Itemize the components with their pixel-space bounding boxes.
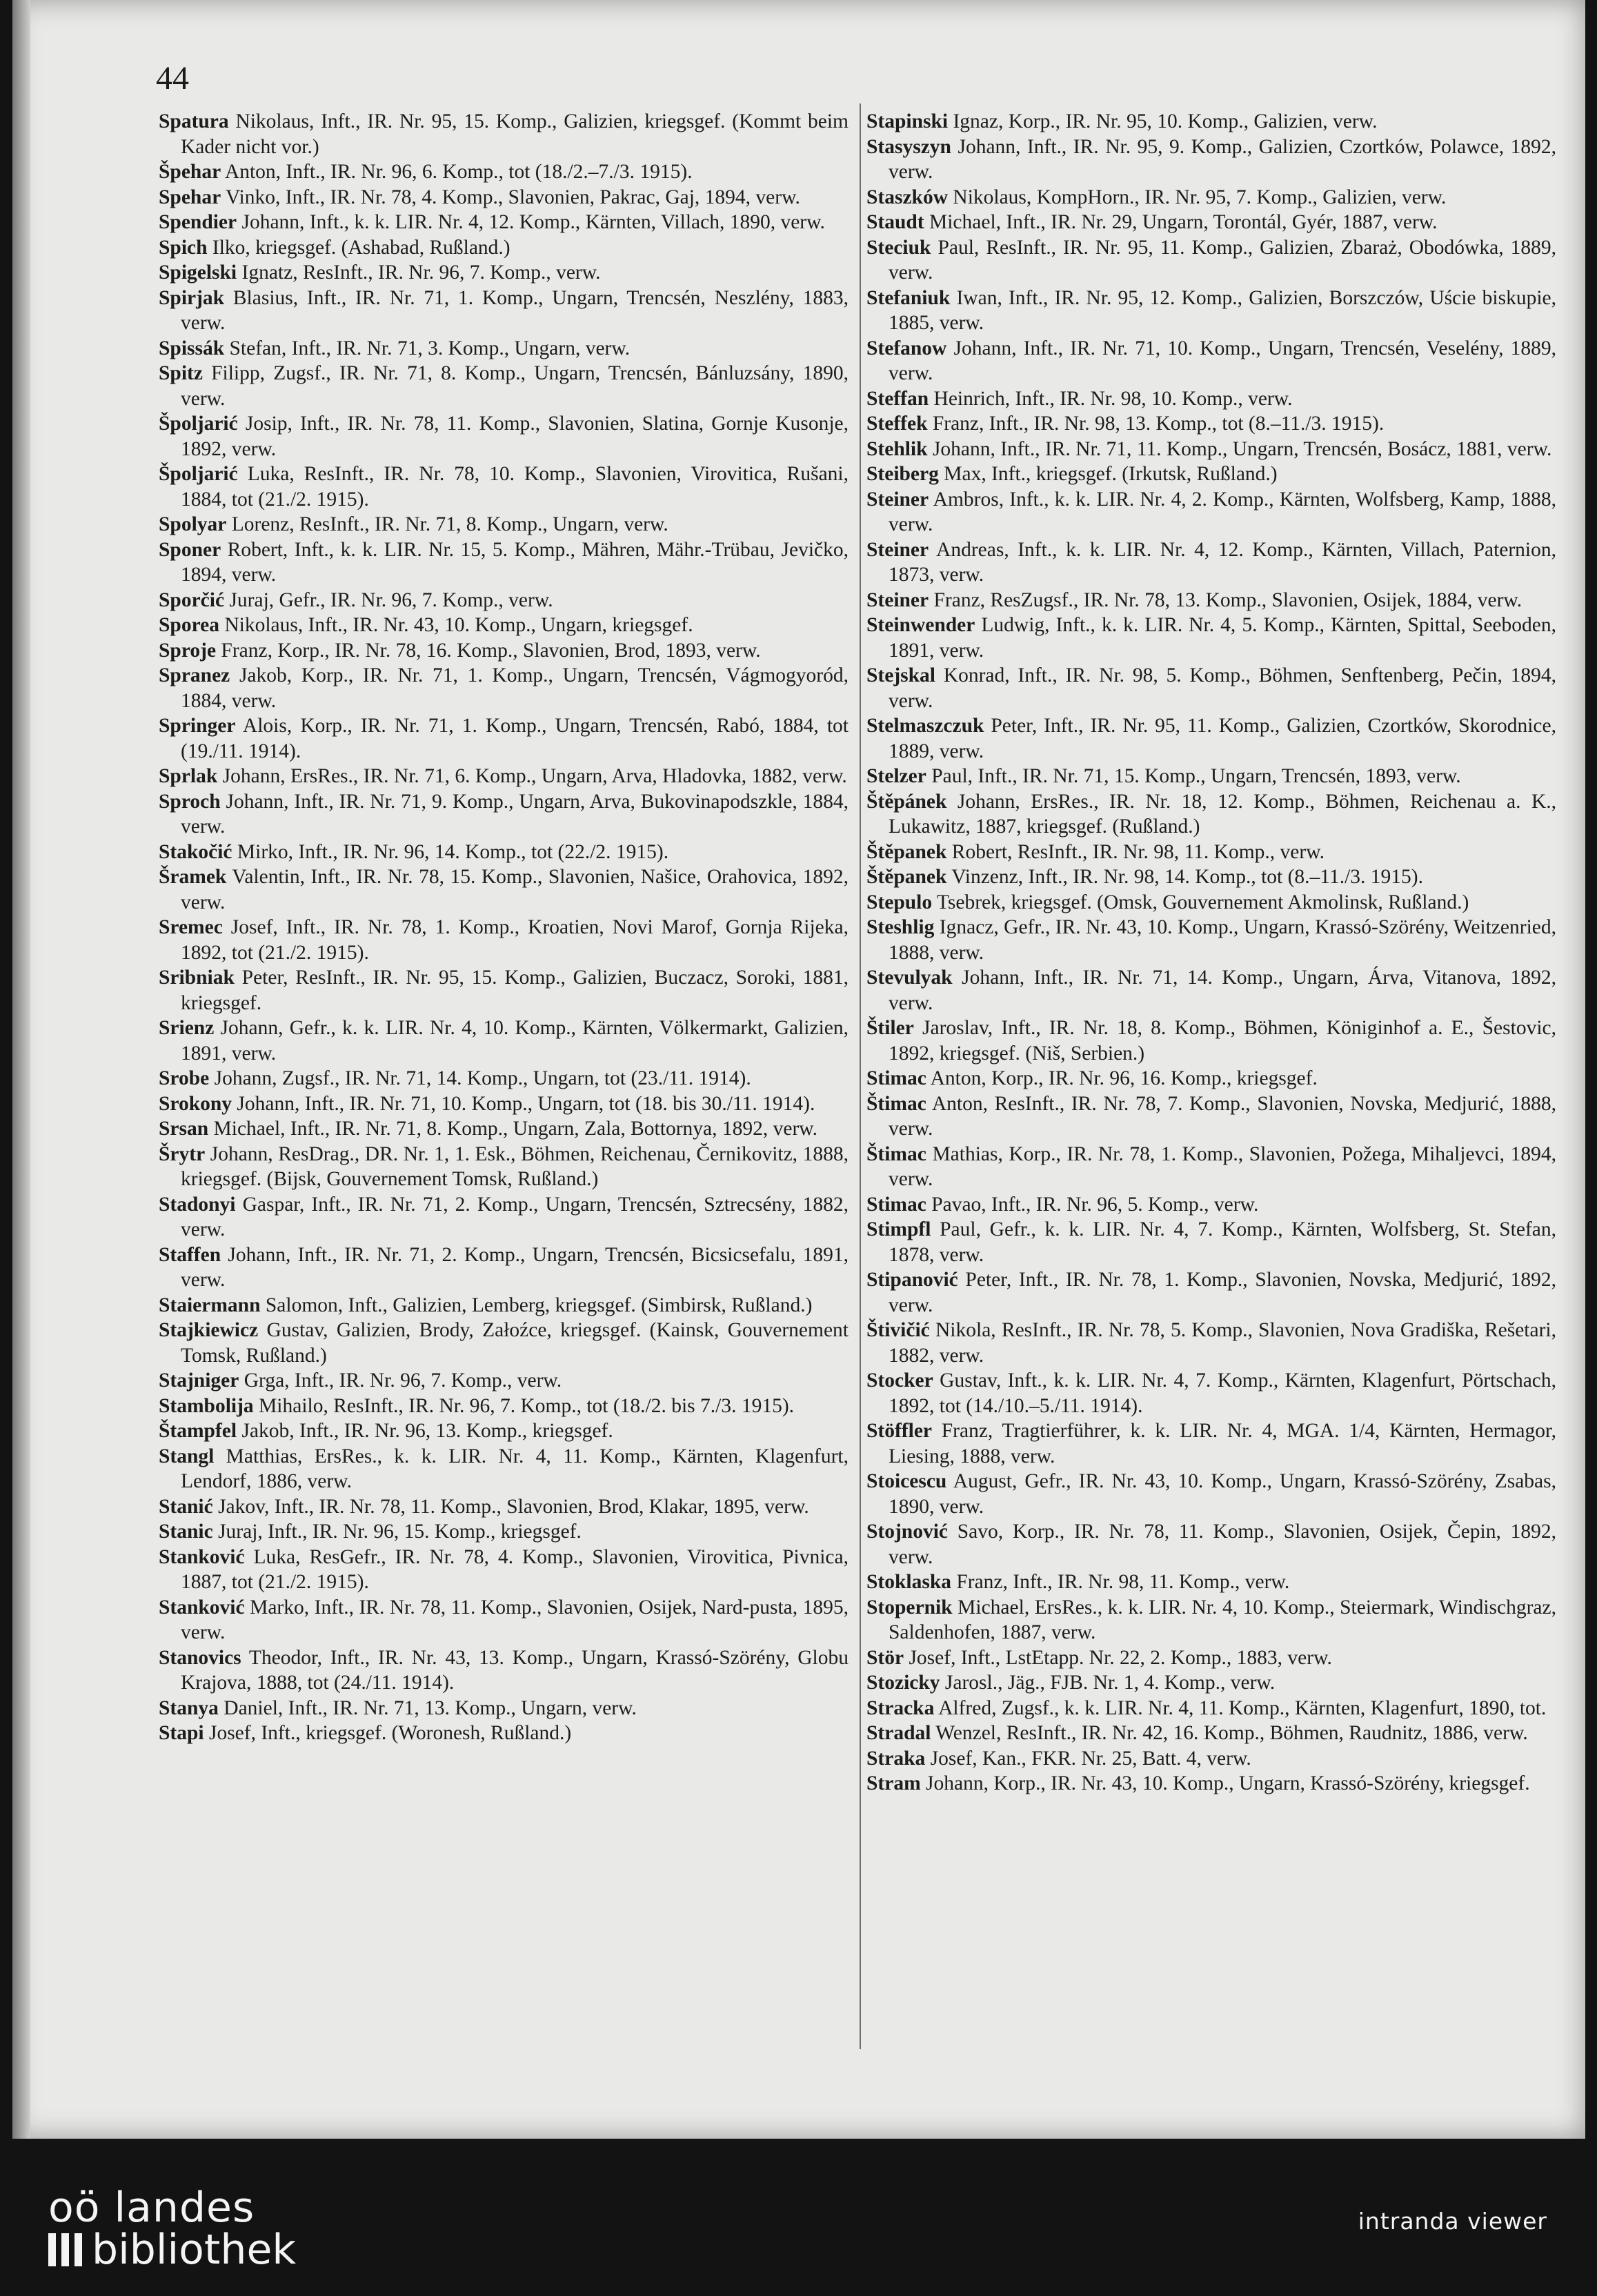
entry-surname: Štimac xyxy=(866,1142,926,1165)
entry-surname: Stajkiewicz xyxy=(159,1319,259,1341)
entry-details: Lorenz, ResInft., IR. Nr. 71, 8. Komp., Ungarn, verw. xyxy=(226,513,668,535)
entry-details: Jakob, Inft., IR. Nr. 96, 13. Komp., kriegsgef. xyxy=(237,1420,613,1442)
entry-details: Stefan, Inft., IR. Nr. 71, 3. Komp., Ungarn, verw. xyxy=(224,337,631,359)
register-entry xyxy=(159,361,849,411)
register-entry xyxy=(159,1091,849,1117)
entry-details: Iwan, Inft., IR. Nr. 95, 12. Komp., Galizien, Borszczów, Uście biskupie, 1885, verw. xyxy=(889,286,1556,334)
entry-details: Franz, Inft., IR. Nr. 98, 11. Komp., verw. xyxy=(951,1571,1290,1593)
register-entry xyxy=(159,713,849,764)
register-entry xyxy=(159,235,849,261)
entry-surname: Spirjak xyxy=(159,286,225,309)
entry-details: Vinko, Inft., IR. Nr. 78, 4. Komp., Slavonien, Pakrac, Gaj, 1894, verw. xyxy=(221,186,800,208)
entry-surname: Spich xyxy=(159,236,208,259)
entry-surname: Stozicky xyxy=(866,1672,940,1694)
register-entry xyxy=(866,462,1556,487)
entry-details: Robert, ResInft., IR. Nr. 98, 11. Komp., verw. xyxy=(946,840,1325,863)
register-entry xyxy=(159,1192,849,1243)
register-entry xyxy=(866,1746,1556,1772)
register-entry xyxy=(866,235,1556,286)
entry-details: Franz, Korp., IR. Nr. 78, 16. Komp., Slavonien, Brod, 1893, verw. xyxy=(216,639,761,662)
entry-surname: Srienz xyxy=(159,1017,215,1039)
entry-details: Paul, ResInft., IR. Nr. 95, 11. Komp., Galizien, Zbaraż, Obodówka, 1889, verw. xyxy=(889,236,1556,284)
register-entry xyxy=(866,1217,1556,1267)
entry-surname: Stapinski xyxy=(866,110,949,132)
entry-surname: Stopernik xyxy=(866,1596,953,1619)
entry-details: Matthias, ErsRes., k. k. LIR. Nr. 4, 11. Komp., Kärnten, Klagenfurt, Lendorf, 1886, verw. xyxy=(181,1445,849,1492)
register-entry xyxy=(866,1645,1556,1671)
entry-details: Josef, Inft., kriegsgef. (Woronesh, Rußland.) xyxy=(204,1722,572,1744)
entry-details: Gaspar, Inft., IR. Nr. 71, 2. Komp., Ungarn, Trencsén, Sztrecsény, 1882, verw. xyxy=(181,1193,849,1240)
entry-surname: Štěpánek xyxy=(866,790,947,813)
entry-details: Franz, ResZugsf., IR. Nr. 78, 13. Komp., Slavonien, Osijek, 1884, verw. xyxy=(929,588,1522,611)
entry-surname: Staiermann xyxy=(159,1294,261,1316)
entry-surname: Stapi xyxy=(159,1722,204,1744)
logo-line2-row xyxy=(48,2226,297,2274)
entry-surname: Štampfel xyxy=(159,1420,237,1442)
entry-surname: Spolyar xyxy=(159,513,227,535)
entry-surname: Stambolija xyxy=(159,1394,254,1417)
entry-details: Josef, Kan., FKR. Nr. 25, Batt. 4, verw. xyxy=(925,1747,1251,1770)
entry-surname: Stadonyi xyxy=(159,1193,236,1216)
entry-details: Johann, ResDrag., DR. Nr. 1, 1. Esk., Böhmen, Reichenau, Černikovitz, 1888, kriegsgef. (Bijsk, Gouvernement Tomsk, Rußland.) xyxy=(181,1142,849,1190)
entry-surname: Staffen xyxy=(159,1243,221,1266)
entry-details: Luka, ResInft., IR. Nr. 78, 10. Komp., Slavonien, Virovitica, Rušani, 1884, tot (21./2. 1915). xyxy=(181,463,849,511)
register-entry xyxy=(866,109,1556,135)
entry-details: Johann, Inft., IR. Nr. 71, 14. Komp., Ungarn, Árva, Vitanova, 1892, verw. xyxy=(889,967,1556,1014)
entry-details: Juraj, Gefr., IR. Nr. 96, 7. Komp., verw. xyxy=(224,588,553,611)
entry-surname: Stakočić xyxy=(159,840,232,863)
entry-surname: Srsan xyxy=(159,1118,209,1140)
viewer-brand-label: intranda viewer xyxy=(1358,2208,1547,2235)
entry-surname: Steiberg xyxy=(866,463,939,485)
entry-surname: Sporčić xyxy=(159,588,225,611)
entry-surname: Šrytr xyxy=(159,1142,206,1165)
register-entry xyxy=(159,512,849,537)
register-entry xyxy=(159,1595,849,1645)
register-entry xyxy=(159,109,849,159)
register-entry xyxy=(866,713,1556,764)
scanned-page xyxy=(12,0,1585,2139)
register-entry xyxy=(866,1771,1556,1797)
entry-details: Alfred, Zugsf., k. k. LIR. Nr. 4, 11. Komp., Kärnten, Klagenfurt, 1890, tot. xyxy=(934,1696,1547,1719)
entry-surname: Steffan xyxy=(866,387,929,410)
register-entry xyxy=(159,1368,849,1394)
register-entry xyxy=(159,1444,849,1494)
entry-details: Anton, Inft., IR. Nr. 96, 6. Komp., tot (18./2.–7./3. 1915). xyxy=(221,161,693,183)
entry-surname: Stejskal xyxy=(866,664,935,686)
entry-details: Michael, Inft., IR. Nr. 29, Ungarn, Torontál, Gyér, 1887, verw. xyxy=(924,211,1438,233)
entry-details: Josip, Inft., IR. Nr. 78, 11. Komp., Slavonien, Slatina, Gornje Kusonje, 1892, verw. xyxy=(181,413,849,460)
entry-surname: Stradal xyxy=(866,1722,931,1744)
entry-surname: Springer xyxy=(159,715,236,737)
entry-surname: Stimac xyxy=(866,1193,926,1216)
register-entry xyxy=(866,185,1556,210)
register-entry xyxy=(866,915,1556,965)
entry-surname: Štěpanek xyxy=(866,866,947,888)
entry-details: Franz, Inft., IR. Nr. 98, 13. Komp., tot (8.–11./3. 1915). xyxy=(927,413,1385,435)
register-entry xyxy=(159,210,849,235)
entry-details: Michael, ErsRes., k. k. LIR. Nr. 4, 10. Komp., Steiermark, Windischgraz, Saldenhofen, 1887, verw. xyxy=(889,1596,1556,1643)
entry-details: Alois, Korp., IR. Nr. 71, 1. Komp., Ungarn, Trencsén, Rabó, 1884, tot (19./11. 1914). xyxy=(181,715,849,762)
register-entry xyxy=(866,1418,1556,1469)
entry-surname: Stimpfl xyxy=(866,1218,931,1240)
entry-details: Johann, Inft., k. k. LIR. Nr. 4, 12. Komp., Kärnten, Villach, 1890, verw. xyxy=(237,211,825,233)
entry-surname: Štiler xyxy=(866,1017,914,1039)
entry-details: Nikolaus, KompHorn., IR. Nr. 95, 7. Komp., Galizien, verw. xyxy=(948,186,1447,208)
register-entry xyxy=(866,1066,1556,1091)
entry-surname: Stojnović xyxy=(866,1521,948,1543)
register-entry xyxy=(866,487,1556,537)
register-entry xyxy=(159,613,849,638)
register-entry xyxy=(159,1494,849,1520)
register-entry xyxy=(159,462,849,512)
register-entry xyxy=(159,1243,849,1293)
register-entry xyxy=(159,1545,849,1595)
entry-surname: Spehar xyxy=(159,186,221,208)
entry-details: Jarosl., Jäg., FJB. Nr. 1, 4. Komp., verw. xyxy=(940,1672,1276,1694)
register-entry xyxy=(866,386,1556,412)
entry-surname: Stracka xyxy=(866,1696,935,1719)
entry-details: Johann, ErsRes., IR. Nr. 71, 6. Komp., Ungarn, Arva, Hladovka, 1882, verw. xyxy=(217,765,847,787)
register-entry xyxy=(866,840,1556,865)
entry-details: Nikolaus, Inft., IR. Nr. 43, 10. Komp., Ungarn, kriegsgef. xyxy=(219,614,693,636)
register-entry xyxy=(866,286,1556,336)
entry-surname: Steciuk xyxy=(866,236,931,259)
entry-details: Johann, Inft., IR. Nr. 71, 10. Komp., Ungarn, tot (18. bis 30./11. 1914). xyxy=(232,1092,815,1115)
register-entry xyxy=(159,864,849,915)
register-entry xyxy=(866,437,1556,462)
entry-surname: Staszków xyxy=(866,186,949,208)
entry-details: Gustav, Inft., k. k. LIR. Nr. 4, 7. Komp., Kärnten, Klagenfurt, Pörtschach, 1892, tot (14./10.–5./11. 1914). xyxy=(889,1369,1556,1417)
register-entry xyxy=(866,663,1556,713)
entry-details: Ludwig, Inft., k. k. LIR. Nr. 4, 5. Komp., Kärnten, Spittal, Seeboden, 1891, verw. xyxy=(889,614,1556,662)
entry-details: Paul, Inft., IR. Nr. 71, 15. Komp., Ungarn, Trencsén, 1893, verw. xyxy=(926,765,1461,787)
entry-details: Michael, Inft., IR. Nr. 71, 8. Komp., Ungarn, Zala, Bottornya, 1892, verw. xyxy=(208,1118,818,1140)
register-entry xyxy=(866,864,1556,890)
register-entry xyxy=(159,588,849,613)
register-entry xyxy=(866,965,1556,1016)
entry-surname: Špehar xyxy=(159,161,221,183)
entry-details: Ilko, kriegsgef. (Ashabad, Rußland.) xyxy=(207,236,510,259)
register-entry xyxy=(866,789,1556,840)
entry-surname: Spigelski xyxy=(159,261,237,284)
entry-details: Nikolaus, Inft., IR. Nr. 95, 15. Komp., Galizien, kriegsgef. (Kommt beim Kader nicht vor.) xyxy=(181,110,849,158)
entry-surname: Stanković xyxy=(159,1596,245,1619)
entry-details: Robert, Inft., k. k. LIR. Nr. 15, 5. Komp., Mähren, Mähr.-Trübau, Jevičko, 1894, verw. xyxy=(181,538,849,586)
column-divider xyxy=(860,103,861,2049)
entry-surname: Sproje xyxy=(159,639,217,662)
entry-surname: Stanya xyxy=(159,1696,219,1719)
entry-surname: Špoljarić xyxy=(159,413,238,435)
entry-details: Josef, Inft., IR. Nr. 78, 1. Komp., Kroatien, Novi Marof, Gornja Rijeka, 1892, tot (21./2. 1915). xyxy=(181,916,849,964)
entry-surname: Stram xyxy=(866,1772,921,1794)
entry-surname: Sprlak xyxy=(159,765,218,787)
logo-text-line1: oö landes xyxy=(48,2184,255,2232)
register-entry xyxy=(159,185,849,210)
entry-details: Filipp, Zugsf., IR. Nr. 71, 8. Komp., Ungarn, Trencsén, Bánluzsány, 1890, verw. xyxy=(181,362,849,410)
register-entry xyxy=(866,135,1556,185)
register-entry xyxy=(159,638,849,664)
entry-surname: Stanić xyxy=(159,1495,213,1518)
register-entry xyxy=(866,1595,1556,1645)
entry-surname: Stanic xyxy=(159,1521,213,1543)
register-entry xyxy=(159,663,849,713)
entry-details: Johann, Gefr., k. k. LIR. Nr. 4, 10. Komp., Kärnten, Völkermarkt, Galizien, 1891, verw. xyxy=(181,1017,849,1065)
register-entry xyxy=(866,1368,1556,1418)
right-column xyxy=(866,109,1556,1797)
entry-details: Peter, ResInft., IR. Nr. 95, 15. Komp., Galizien, Buczacz, Soroki, 1881, kriegsgef. xyxy=(181,967,849,1014)
entry-details: Paul, Gefr., k. k. LIR. Nr. 4, 7. Komp., Kärnten, Wolfsberg, St. Stefan, 1878, verw. xyxy=(889,1218,1556,1266)
left-column xyxy=(159,109,849,1746)
entry-details: Johann, ErsRes., IR. Nr. 18, 12. Komp., Böhmen, Reichenau a. K., Lukawitz, 1887, kriegsgef. (Rußland.) xyxy=(889,790,1556,838)
entry-details: Nikola, ResInft., IR. Nr. 78, 5. Komp., Slavonien, Nova Gradiška, Rešetari, 1882, verw. xyxy=(889,1319,1556,1367)
entry-surname: Srokony xyxy=(159,1092,232,1115)
entry-details: Mirko, Inft., IR. Nr. 96, 14. Komp., tot (22./2. 1915). xyxy=(232,840,669,863)
register-entry xyxy=(866,890,1556,916)
logo-text-line2: bibliothek xyxy=(92,2226,297,2274)
register-entry xyxy=(866,1570,1556,1595)
entry-surname: Stelzer xyxy=(866,765,926,787)
entry-details: Heinrich, Inft., IR. Nr. 98, 10. Komp., verw. xyxy=(929,387,1293,410)
register-entry xyxy=(159,1394,849,1419)
entry-details: Blasius, Inft., IR. Nr. 71, 1. Komp., Ungarn, Trencsén, Neszlény, 1883, verw. xyxy=(181,286,849,334)
entry-details: Anton, ResInft., IR. Nr. 78, 7. Komp., Slavonien, Novska, Medjurić, 1888, verw. xyxy=(889,1092,1556,1140)
register-entry xyxy=(866,210,1556,235)
entry-details: Gustav, Galizien, Brody, Załoźce, kriegsgef. (Kainsk, Gouvernement Tomsk, Rußland.) xyxy=(181,1319,849,1367)
entry-surname: Srobe xyxy=(159,1067,210,1089)
entry-surname: Sremec xyxy=(159,916,223,938)
entry-details: Johann, Korp., IR. Nr. 43, 10. Komp., Ungarn, Krassó-Szörény, kriegsgef. xyxy=(920,1772,1530,1794)
register-entry xyxy=(159,537,849,588)
entry-details: Ignatz, ResInft., IR. Nr. 96, 7. Komp., verw. xyxy=(237,261,601,284)
entry-details: Juraj, Inft., IR. Nr. 96, 15. Komp., kriegsgef. xyxy=(212,1521,582,1543)
viewer-footer xyxy=(0,2139,1597,2296)
register-entry xyxy=(866,1721,1556,1746)
entry-surname: Šramek xyxy=(159,866,227,888)
register-entry xyxy=(159,965,849,1016)
entry-details: Marko, Inft., IR. Nr. 78, 11. Komp., Slavonien, Osijek, Nard-pusta, 1895, verw. xyxy=(181,1596,849,1643)
entry-surname: Stangl xyxy=(159,1445,215,1467)
register-entry xyxy=(159,1116,849,1142)
register-entry xyxy=(866,411,1556,437)
entry-details: Mathias, Korp., IR. Nr. 78, 1. Komp., Slavonien, Požega, Mihaljevci, 1894, verw. xyxy=(889,1142,1556,1190)
entry-surname: Steiner xyxy=(866,538,929,561)
entry-details: Johann, Inft., IR. Nr. 71, 10. Komp., Ungarn, Trencsén, Veselény, 1889, verw. xyxy=(889,337,1556,384)
register-entry xyxy=(159,159,849,185)
entry-details: Jakob, Korp., IR. Nr. 71, 1. Komp., Ungarn, Trencsén, Vágmogyoród, 1884, verw. xyxy=(181,664,849,712)
entry-surname: Spranez xyxy=(159,664,230,686)
entry-details: Luka, ResGefr., IR. Nr. 78, 4. Komp., Slavonien, Virovitica, Pivnica, 1887, tot (21./2. 1915). xyxy=(181,1545,849,1593)
entry-surname: Sponer xyxy=(159,538,221,561)
entry-details: Johann, Inft., IR. Nr. 71, 11. Komp., Ungarn, Trencsén, Bosácz, 1881, verw. xyxy=(927,437,1552,460)
register-entry xyxy=(159,1318,849,1368)
entry-surname: Steiner xyxy=(866,588,929,611)
entry-details: Peter, Inft., IR. Nr. 78, 1. Komp., Slavonien, Novska, Medjurić, 1892, verw. xyxy=(889,1269,1556,1316)
entry-details: Max, Inft., kriegsgef. (Irkutsk, Rußland.) xyxy=(938,463,1278,485)
entry-details: Ignaz, Korp., IR. Nr. 95, 10. Komp., Galizien, verw. xyxy=(948,110,1378,132)
entry-surname: Stanković xyxy=(159,1545,245,1568)
entry-details: Jaroslav, Inft., IR. Nr. 18, 8. Komp., Böhmen, Königinhof a. E., Šestovic, 1892, kriegsgef. (Niš, Serbien.) xyxy=(889,1017,1556,1065)
register-entry xyxy=(159,1696,849,1721)
entry-details: Franz, Tragtierführer, k. k. LIR. Nr. 4, MGA. 1/4, Kärnten, Hermagor, Liesing, 1888, verw. xyxy=(889,1420,1556,1467)
entry-details: Pavao, Inft., IR. Nr. 96, 5. Komp., verw. xyxy=(926,1193,1259,1216)
entry-surname: Stefaniuk xyxy=(866,286,951,309)
entry-surname: Stefanow xyxy=(866,337,947,359)
entry-surname: Stoklaska xyxy=(866,1571,951,1593)
library-logo[interactable] xyxy=(48,2184,297,2274)
entry-surname: Štěpanek xyxy=(866,840,947,863)
register-entry xyxy=(159,789,849,840)
register-entry xyxy=(159,260,849,286)
entry-details: Konrad, Inft., IR. Nr. 98, 5. Komp., Böhmen, Senftenberg, Pečin, 1894, verw. xyxy=(889,664,1556,712)
register-entry xyxy=(159,286,849,336)
entry-details: Daniel, Inft., IR. Nr. 71, 13. Komp., Ungarn, verw. xyxy=(218,1696,637,1719)
entry-surname: Spatura xyxy=(159,110,229,132)
entry-details: Tsebrek, kriegsgef. (Omsk, Gouvernement Akmolinsk, Rußland.) xyxy=(932,891,1469,913)
entry-details: Anton, Korp., IR. Nr. 96, 16. Komp., kriegsgef. xyxy=(926,1067,1318,1089)
entry-surname: Stipanović xyxy=(866,1269,958,1291)
register-entry xyxy=(866,1318,1556,1368)
entry-surname: Spissák xyxy=(159,337,225,359)
entry-surname: Straka xyxy=(866,1747,926,1770)
register-entry xyxy=(866,1696,1556,1721)
register-entry xyxy=(866,1142,1556,1192)
register-entry xyxy=(159,1519,849,1545)
entry-surname: Spitz xyxy=(159,362,203,384)
entry-details: Valentin, Inft., IR. Nr. 78, 15. Komp., Slavonien, Našice, Orahovica, 1892, verw. xyxy=(181,866,849,913)
entry-surname: Stepulo xyxy=(866,891,933,913)
entry-details: Josef, Inft., LstEtapp. Nr. 22, 2. Komp., 1883, verw. xyxy=(904,1646,1332,1669)
logo-bars-icon xyxy=(48,2233,82,2266)
entry-surname: Steshlig xyxy=(866,916,935,938)
register-entry xyxy=(866,764,1556,789)
entry-surname: Stevulyak xyxy=(866,967,953,989)
entry-surname: Spendier xyxy=(159,211,237,233)
register-entry xyxy=(159,411,849,462)
entry-details: Peter, Inft., IR. Nr. 95, 11. Komp., Galizien, Czortków, Skorodnice, 1889, verw. xyxy=(889,715,1556,762)
entry-surname: Stasyszyn xyxy=(866,135,951,158)
entry-surname: Stajniger xyxy=(159,1369,239,1392)
entry-details: Johann, Inft., IR. Nr. 95, 9. Komp., Galizien, Czortków, Polawce, 1892, verw. xyxy=(889,135,1556,183)
entry-surname: Štivičić xyxy=(866,1319,930,1341)
entry-details: Andreas, Inft., k. k. LIR. Nr. 4, 12. Komp., Kärnten, Villach, Paternion, 1873, verw. xyxy=(889,538,1556,586)
entry-details: Ambros, Inft., k. k. LIR. Nr. 4, 2. Komp., Kärnten, Wolfsberg, Kamp, 1888, verw. xyxy=(889,488,1556,535)
entry-details: Johann, Inft., IR. Nr. 71, 9. Komp., Ungarn, Arva, Bukovinapodszkle, 1884, verw. xyxy=(181,790,849,838)
entry-surname: Steiner xyxy=(866,488,929,511)
register-entry xyxy=(159,1293,849,1318)
entry-surname: Sproch xyxy=(159,790,221,813)
register-entry xyxy=(866,1267,1556,1318)
entry-details: Johann, Inft., IR. Nr. 71, 2. Komp., Ungarn, Trencsén, Bicsicsefalu, 1891, verw. xyxy=(181,1243,849,1291)
entry-surname: Stanovics xyxy=(159,1646,241,1669)
register-entry xyxy=(866,1670,1556,1696)
entry-surname: Sribniak xyxy=(159,967,235,989)
entry-details: Grga, Inft., IR. Nr. 96, 7. Komp., verw. xyxy=(239,1369,562,1392)
entry-details: Savo, Korp., IR. Nr. 78, 11. Komp., Slavonien, Osijek, Čepin, 1892, verw. xyxy=(889,1521,1556,1568)
entry-surname: Steinwender xyxy=(866,614,975,636)
entry-details: Vinzenz, Inft., IR. Nr. 98, 14. Komp., tot (8.–11./3. 1915). xyxy=(946,866,1423,888)
page-gutter-edge xyxy=(12,0,30,2139)
register-entry xyxy=(866,336,1556,386)
entry-details: Wenzel, ResInft., IR. Nr. 42, 16. Komp., Böhmen, Raudnitz, 1886, verw. xyxy=(931,1722,1528,1744)
register-entry xyxy=(866,1519,1556,1570)
entry-surname: Stehlik xyxy=(866,437,928,460)
entry-details: Jakov, Inft., IR. Nr. 78, 11. Komp., Slavonien, Brod, Klakar, 1895, verw. xyxy=(212,1495,809,1518)
entry-details: Ignacz, Gefr., IR. Nr. 43, 10. Komp., Ungarn, Krassó-Szörény, Weitzenried, 1888, verw. xyxy=(889,916,1556,964)
entry-surname: Staudt xyxy=(866,211,924,233)
register-entry xyxy=(159,764,849,789)
register-entry xyxy=(159,1418,849,1444)
entry-surname: Stelmaszczuk xyxy=(866,715,984,737)
register-entry xyxy=(866,1091,1556,1142)
register-entry xyxy=(159,1645,849,1696)
entry-details: Theodor, Inft., IR. Nr. 43, 13. Komp., Ungarn, Krassó-Szörény, Globu Krajova, 1888, tot (24./11. 1914). xyxy=(181,1646,849,1694)
page-number: 44 xyxy=(156,60,189,97)
entry-surname: Stöffler xyxy=(866,1420,933,1442)
entry-surname: Špoljarić xyxy=(159,463,238,485)
register-entry xyxy=(159,840,849,865)
register-entry xyxy=(866,1016,1556,1066)
register-entry xyxy=(159,1066,849,1091)
register-entry xyxy=(866,588,1556,613)
entry-surname: Štimac xyxy=(866,1092,926,1115)
register-entry xyxy=(866,1469,1556,1519)
register-entry xyxy=(159,915,849,965)
register-entry xyxy=(866,1192,1556,1218)
register-entry xyxy=(866,537,1556,588)
entry-surname: Stör xyxy=(866,1646,904,1669)
entry-details: Salomon, Inft., Galizien, Lemberg, kriegsgef. (Simbirsk, Rußland.) xyxy=(260,1294,813,1316)
register-entry xyxy=(866,613,1556,663)
register-entry xyxy=(159,1721,849,1746)
register-entry xyxy=(159,1142,849,1192)
entry-surname: Stocker xyxy=(866,1369,933,1392)
entry-surname: Stoicescu xyxy=(866,1470,947,1492)
register-entry xyxy=(159,336,849,362)
register-entry xyxy=(159,1016,849,1066)
entry-details: Mihailo, ResInft., IR. Nr. 96, 7. Komp., tot (18./2. bis 7./3. 1915). xyxy=(253,1394,795,1417)
entry-surname: Stimac xyxy=(866,1067,926,1089)
entry-surname: Steffek xyxy=(866,413,928,435)
entry-surname: Sporea xyxy=(159,614,219,636)
entry-details: Johann, Zugsf., IR. Nr. 71, 14. Komp., Ungarn, tot (23./11. 1914). xyxy=(209,1067,751,1089)
entry-details: August, Gefr., IR. Nr. 43, 10. Komp., Ungarn, Krassó-Szörény, Zsabas, 1890, verw. xyxy=(889,1470,1556,1518)
